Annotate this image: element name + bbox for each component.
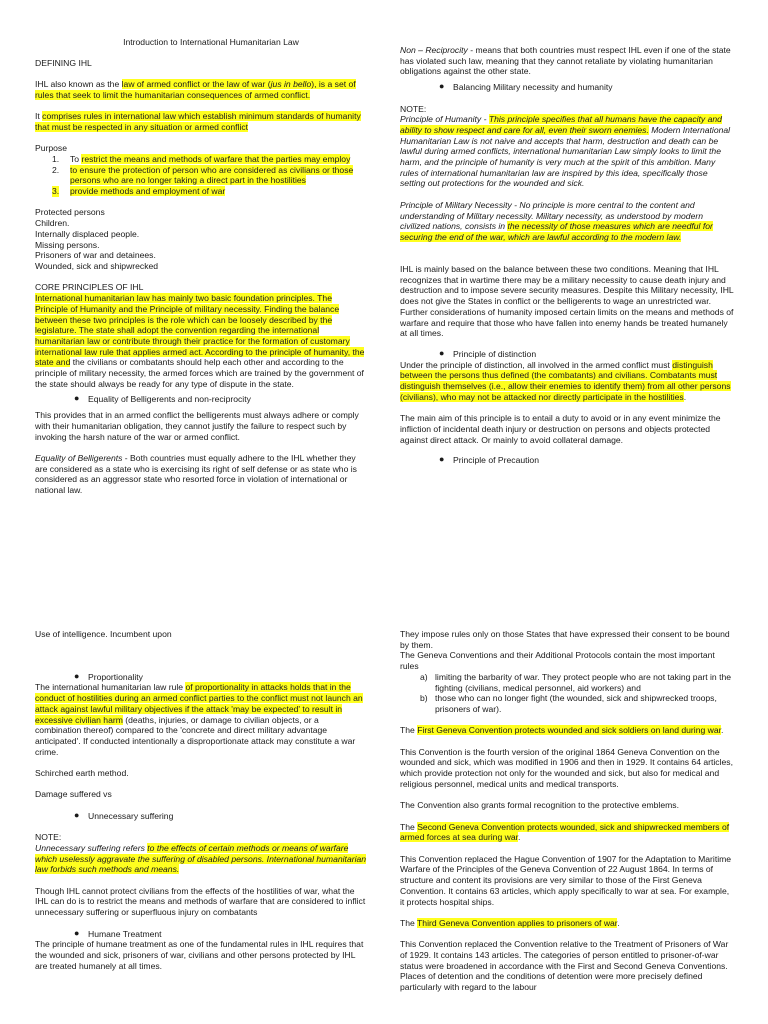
core-principles-text: International humanitarian law has mainly two basic foundation principles. The Principle of Humanity and the Principle of military necessity. Finding the balance between these two principles is the role which can be loosely described by the legislature. The state shall adopt the convention regarding the international humanitarian law or contribute through their practice for the formation of customary international law rule that applies armed act. According to the principle of humanity, the state and the civilians or combatants should help each other and according to the principle of military necessity, the armed forces which are trained by the government of the state should always be ready for any type of dispute in the state. — [35, 293, 365, 389]
military-necessity-principle: Principle of Military Necessity - No principle is more central to the content and understanding of Military necessity. Military necessity, as understood by modern civilized nations, consists in the necessity of those measures which are needful for securing the end of the war, which are lawful according to the modern law. — [400, 199, 713, 242]
bullet-icon: ● — [439, 454, 445, 465]
unnecessary-suffering-definition: Unnecessary suffering refers to the effects of certain methods or means of warfare which uselessly aggravate the suffering of disabled persons. International humanitarian law forbids such methods and means. — [35, 842, 367, 875]
humanity-principle: Principle of Humanity - This principle specifies that all humans have the capacity and ability to show respect and care for all, even their sworn enemies. Modern International Humanitarian Law is not naive and accepts that harm, destruction and death can be lawful during armed conflicts, international humanitarian Law simply looks to limit the harm, and the principle of humanity is very much at the spirit of this ambition. Many rules of international humanitarian law are inspired by this idea, specifically those setting out protections for the wounded and sick. — [400, 114, 731, 189]
purpose-heading: Purpose — [35, 143, 68, 154]
bullet-icon: ● — [74, 809, 80, 820]
main-aim-text: The main aim of this principle is to entail a duty to avoid or in any event minimize the infliction of incidental death injury or destruction on persons and objects protected against direct attack. Or mainly to avoid collateral damage. — [400, 413, 721, 445]
fourth-version-text: This Convention is the fourth version of the original 1864 Geneva Convention on the wounded and sick, which was modified in 1906 and then in 1929. It contains 64 articles, which provide protection not only for the wounded and sick, but also for medical and religious personnel, medical units and medical transports. — [400, 746, 733, 789]
scorched-earth-text: Schirched earth method. — [35, 768, 129, 779]
humane-treatment-text: The principle of humane treatment as one of the fundamental rules in IHL requires that the wounded and sick, prisoners of war, civilians and other persons protected by IHL are treated humanely at all times. — [35, 939, 364, 971]
impose-text: They impose rules only on those States that have expressed their consent to be bound by them. — [400, 629, 730, 650]
balance-text: IHL is mainly based on the balance between these two conditions. Meaning that IHL recognizes that in wartime there may be a military necessity to cause death injury and destruction and to impose severe security measures. Despite this Military necessity, IHL does not give the States in conflict or the belligerents to wage an unrestricted war. Further considerations of humanity imposed certain limits on the means and methods of warfare and require that those who have fallen into enemy hands be treated humanely at all times. — [400, 264, 734, 339]
damage-text: Damage suffered vs — [35, 789, 112, 800]
note-label: NOTE: — [35, 832, 62, 843]
bullet-icon: ● — [74, 670, 80, 681]
rules-list — [400, 672, 734, 715]
non-reciprocity-definition: Non – Reciprocity - means that both countries must respect IHL even if one of the state has violated such law, meaning that they cannot retaliate by violating humanitarian obligations against the other state. — [400, 45, 731, 77]
note-label: NOTE: — [400, 103, 427, 114]
bullet-equality: ● Equality of Belligerents and non-reciprocity — [74, 393, 251, 405]
list-item: 3. provide methods and employment of war — [52, 186, 226, 197]
equality-definition: Equality of Belligerents - Both countries must equally adhere to the IHL whether they are considered as a state who is exercising its right of self defense or as state who is considered as an aggressor state who resorted force in violation of international or national law. — [35, 452, 357, 496]
list-item: Internally displaced people. — [35, 228, 140, 239]
protected-persons-heading: Protected persons — [35, 207, 105, 218]
hague-text: This Convention replaced the Hague Convention of 1907 for the Adaptation to Maritime Warfare of the Principles of the Geneva Convention of 22 August 1864. In terms of structure and content its provisions are very similar to those of the First Geneva Convention. It contains 63 articles, which apply specifically to war at sea. For example, it protects hospital ships. — [400, 853, 732, 907]
page1-right-column — [400, 45, 734, 466]
bullet-icon: ● — [74, 393, 80, 404]
pow-text: This Convention replaced the Convention relative to the Treatment of Prisoners of War of 1929. It contains 143 articles. The categories of person entitled to prisoner-of-war status were broadened in accordance with the First and Second Geneva Conventions. Places of detention and the conditions of detention were more precisely defined particularly with regard to the labour — [400, 939, 729, 993]
bullet-icon: ● — [439, 347, 445, 358]
bullet-precaution: ● Principle of Precaution — [439, 454, 539, 466]
third-convention: The Third Geneva Convention applies to prisoners of war. — [400, 917, 620, 928]
though-text: Though IHL cannot protect civilians from the effects of the hostilities of war, what the IHL can do is to restrict the means and methods of warfare that are considered to inflict unnecessary suffering or superfluous injury on combatants — [35, 885, 366, 918]
list-item: Children. — [35, 218, 70, 229]
equality-text: This provides that in an armed conflict the belligerents must always adhere or comply with their humanitarian obligation, they cannot justify the failure to respect such by invoking the harsh nature of the war or armed conflict. — [35, 410, 359, 442]
page1-left-column — [35, 37, 367, 496]
bullet-icon: ● — [74, 927, 80, 938]
list-item: Missing persons. — [35, 239, 100, 250]
ihl-comprises: It comprises rules in international law which establish minimum standards of humanity that must be respected in any situation or armed conflict — [35, 111, 361, 132]
list-item: a) limiting the barbarity of war. They protect people who are not taking part in the fighting (civilians, medical personnel, aid workers) and — [420, 671, 732, 693]
heading-defining-ihl: DEFINING IHL — [35, 57, 92, 68]
purpose-list — [35, 154, 367, 197]
list-item: Prisoners of war and detainees. — [35, 250, 156, 261]
second-convention: The Second Geneva Convention protects wounded, sick and shipwrecked members of armed forces at sea during war. — [400, 821, 730, 843]
first-convention: The First Geneva Convention protects wounded and sick soldiers on land during war. — [400, 725, 724, 736]
bullet-balancing: ● Balancing Military necessity and humanity — [439, 81, 613, 93]
bullet-distinction: ● Principle of distinction — [439, 347, 537, 359]
page2-right-column — [400, 629, 734, 993]
list-item: Wounded, sick and shipwrecked — [35, 261, 159, 271]
core-principles-heading: CORE PRINCIPLES OF IHL — [35, 282, 144, 293]
bullet-humane: ● Humane Treatment — [74, 927, 162, 939]
geneva-intro-text: The Geneva Conventions and their Additional Protocols contain the most important rules — [400, 650, 715, 672]
page2-left-column — [35, 629, 367, 971]
ihl-definition: IHL also known as the law of armed conflict or the law of war (jus in bello), is a set of rules that seek to limit the humanitarian consequences of armed conflict. — [35, 79, 356, 100]
bullet-unnecessary: ● Unnecessary suffering — [74, 809, 174, 821]
distinction-text: Under the principle of distinction, all involved in the armed conflict must distinguish between the persons thus defined (the combatants) and civilians. Combatants must distinguish themselves (i.e., allow their enemies to identify them) from all other persons (civilians), who may not be attacked nor directly participate in the hostilities. — [400, 359, 731, 402]
emblems-text: The Convention also grants formal recognition to the protective emblems. — [400, 800, 679, 811]
proportionality-text: The international humanitarian law rule of proportionality in attacks holds that in the conduct of hostilities during an armed conflict parties to the conflict must not launch an attack against lawful military objectives if the attack 'may be expected' to result in excessive civilian harm (deaths, injuries, or damage to civilian objects, or a combination thereof) compared to the 'concrete and direct military advantage anticipated'. If conducted intentionally a disproportionate attack may constitute a war crime. — [35, 682, 363, 757]
list-item: 1. To restrict the means and methods of warfare that the parties may employ — [52, 153, 351, 164]
bullet-icon: ● — [439, 81, 445, 92]
document-title: Introduction to International Humanitarian Law — [123, 37, 299, 47]
list-item: 2. to ensure the protection of person who are considered as civilians or those persons who are no longer taking a direct part in the hostilities — [52, 164, 354, 186]
list-item: b) those who can no longer fight (the wounded, sick and shipwrecked troops, prisoners of war). — [420, 693, 717, 714]
intelligence-text: Use of intelligence. Incumbent upon — [35, 629, 172, 639]
bullet-proportionality: ● Proportionality — [74, 670, 143, 682]
